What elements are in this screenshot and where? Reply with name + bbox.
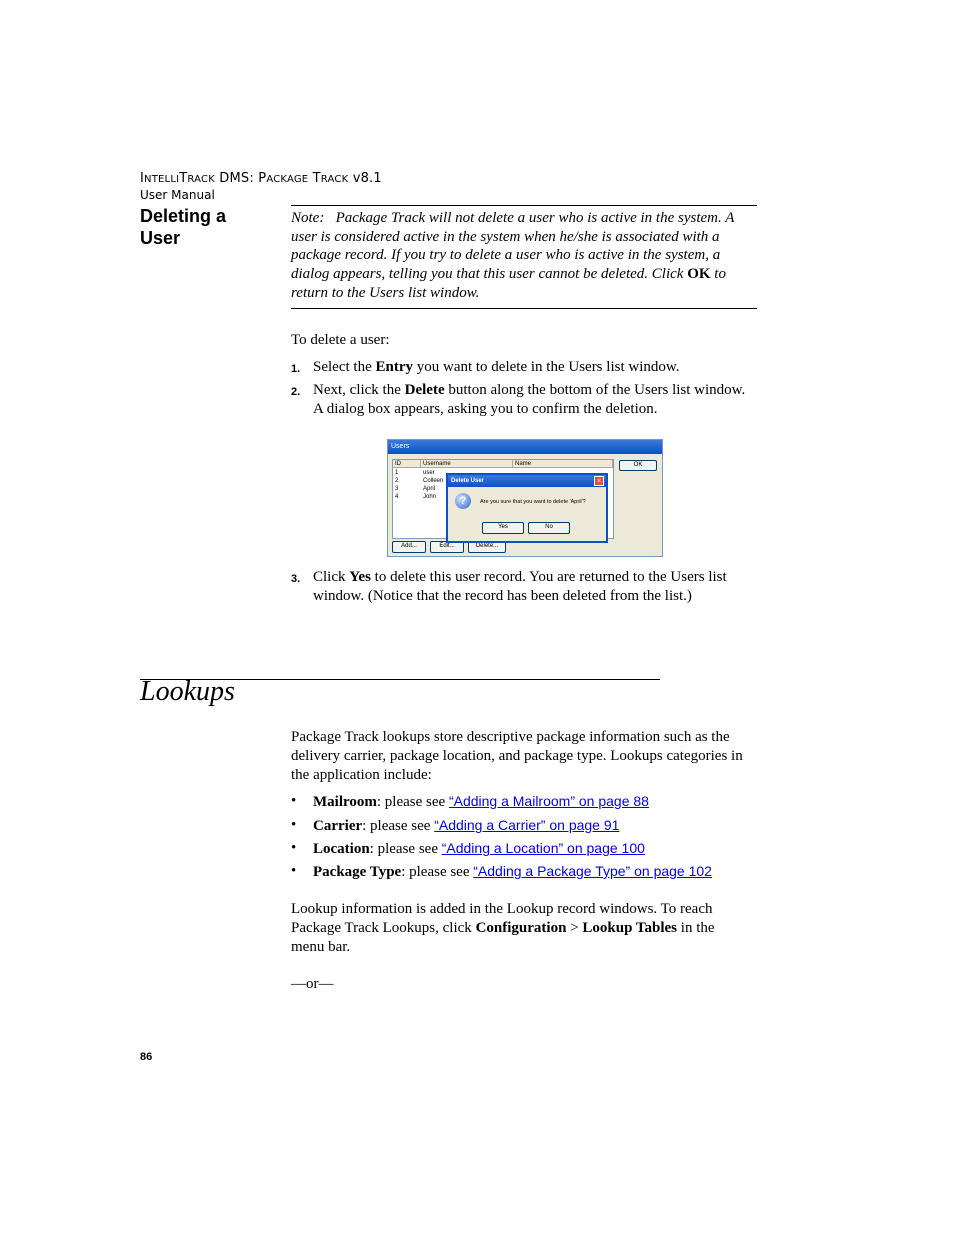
users-window-screenshot xyxy=(387,439,663,557)
col-id: ID xyxy=(393,460,421,468)
close-icon[interactable]: × xyxy=(594,476,604,486)
link-adding-location[interactable]: “Adding a Location” on page 100 xyxy=(441,840,645,856)
yes-button[interactable]: Yes xyxy=(482,522,524,534)
dialog-title: Delete User xyxy=(448,475,606,487)
running-header-manual: User Manual xyxy=(140,188,215,202)
add-button[interactable]: Add... xyxy=(392,541,426,553)
users-window-title: Users xyxy=(388,440,662,454)
link-adding-package-type[interactable]: “Adding a Package Type” on page 102 xyxy=(473,863,712,879)
question-icon: ? xyxy=(455,493,471,509)
users-list: ID Username Name 1 user 2 Colleen 3 April 4 John xyxy=(392,459,614,539)
note-text: Note: Package Track will not delete a user who is active in the system. A user is considered active in the system when he/she is associated with a package record. If you try to delete a user who is active in the system, a dialog appears, telling you that this user cannot be deleted. Click OK to return to the Users list window. xyxy=(291,210,735,301)
no-button[interactable]: No xyxy=(528,522,570,534)
lookups-instructions: Lookup information is added in the Lookup record windows. To reach Package Track Lookups, click Configuration > Lookup Tables in the menu bar. xyxy=(291,901,715,955)
or-separator: —or— xyxy=(291,976,334,992)
edit-button[interactable]: Edit... xyxy=(430,541,464,553)
page-number: 86 xyxy=(140,1051,153,1063)
dialog-message: Are you sure that you want to delete 'April'? xyxy=(480,499,586,505)
section-title: Deleting a User xyxy=(140,206,227,248)
link-adding-carrier[interactable]: “Adding a Carrier” on page 91 xyxy=(434,817,620,833)
running-header-title: INTELLITRACK DMS: PACKAGE TRACK v8.1 xyxy=(140,171,382,186)
col-username: Username xyxy=(421,460,513,468)
delete-button[interactable]: Delete... xyxy=(468,541,506,553)
lookups-intro: Package Track lookups store descriptive package information such as the delivery carrier, package location, and package type. Lookups categories in the application include: xyxy=(291,729,743,783)
ok-button[interactable]: OK xyxy=(619,460,657,471)
link-adding-mailroom[interactable]: “Adding a Mailroom” on page 88 xyxy=(448,793,649,809)
lookups-heading: Lookups xyxy=(140,676,235,707)
intro-text: To delete a user: xyxy=(291,332,390,348)
note-box xyxy=(291,205,757,309)
delete-user-dialog xyxy=(446,473,608,543)
col-name: Name xyxy=(513,460,613,468)
